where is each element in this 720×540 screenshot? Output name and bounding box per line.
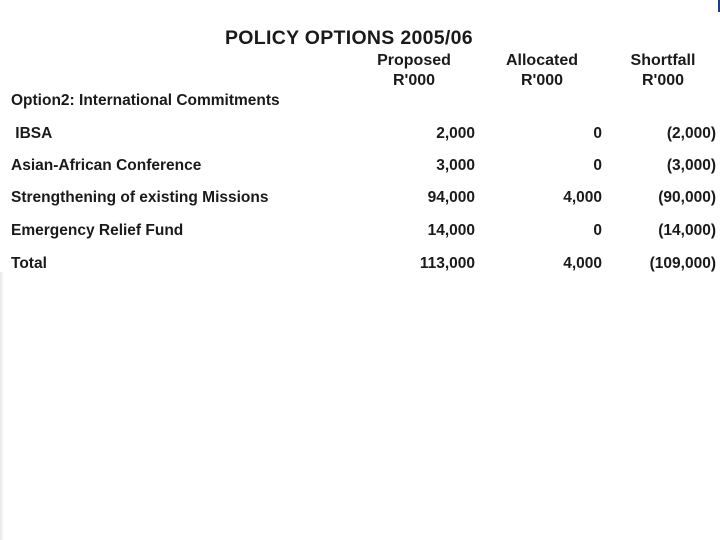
column-header-line2: R'000 bbox=[392, 72, 436, 89]
row-label: Strengthening of existing Missions bbox=[11, 189, 269, 206]
column-header-line2: R'000 bbox=[520, 72, 564, 89]
table-row bbox=[0, 125, 720, 147]
table-row bbox=[0, 157, 720, 179]
allocated-value: 0 bbox=[593, 157, 602, 174]
column-header-line1: Proposed bbox=[377, 52, 451, 69]
page-title: POLICY OPTIONS 2005/06 bbox=[225, 27, 473, 49]
shortfall-value: (14,000) bbox=[658, 222, 716, 239]
proposed-value: 94,000 bbox=[427, 189, 475, 206]
column-header-line1: Shortfall bbox=[630, 52, 696, 69]
proposed-value: 3,000 bbox=[436, 157, 475, 174]
shortfall-value: (90,000) bbox=[658, 189, 716, 206]
column-header-proposed bbox=[366, 51, 462, 91]
allocated-value: 4,000 bbox=[563, 255, 602, 272]
row-label: Emergency Relief Fund bbox=[11, 222, 184, 239]
shortfall-value: (109,000) bbox=[649, 255, 716, 272]
section-heading: Option2: International Commitments bbox=[11, 92, 280, 109]
proposed-value: 2,000 bbox=[436, 125, 475, 142]
allocated-value: 0 bbox=[593, 222, 602, 239]
column-header-line2: R'000 bbox=[641, 72, 685, 89]
table-row bbox=[0, 189, 720, 211]
shortfall-value: (3,000) bbox=[666, 157, 716, 174]
proposed-value: 113,000 bbox=[419, 255, 475, 272]
row-label: IBSA bbox=[11, 125, 53, 142]
table-row bbox=[0, 222, 720, 244]
left-edge-shade bbox=[0, 272, 4, 540]
column-header-line1: Allocated bbox=[505, 52, 578, 69]
total-row bbox=[0, 255, 720, 277]
shortfall-value: (2,000) bbox=[666, 125, 716, 142]
column-header-allocated bbox=[494, 51, 590, 91]
row-label: Total bbox=[11, 255, 47, 272]
column-header-shortfall bbox=[615, 51, 711, 91]
allocated-value: 4,000 bbox=[563, 189, 602, 206]
row-label: Asian-African Conference bbox=[11, 157, 202, 174]
proposed-value: 14,000 bbox=[427, 222, 475, 239]
allocated-value: 0 bbox=[593, 125, 602, 142]
